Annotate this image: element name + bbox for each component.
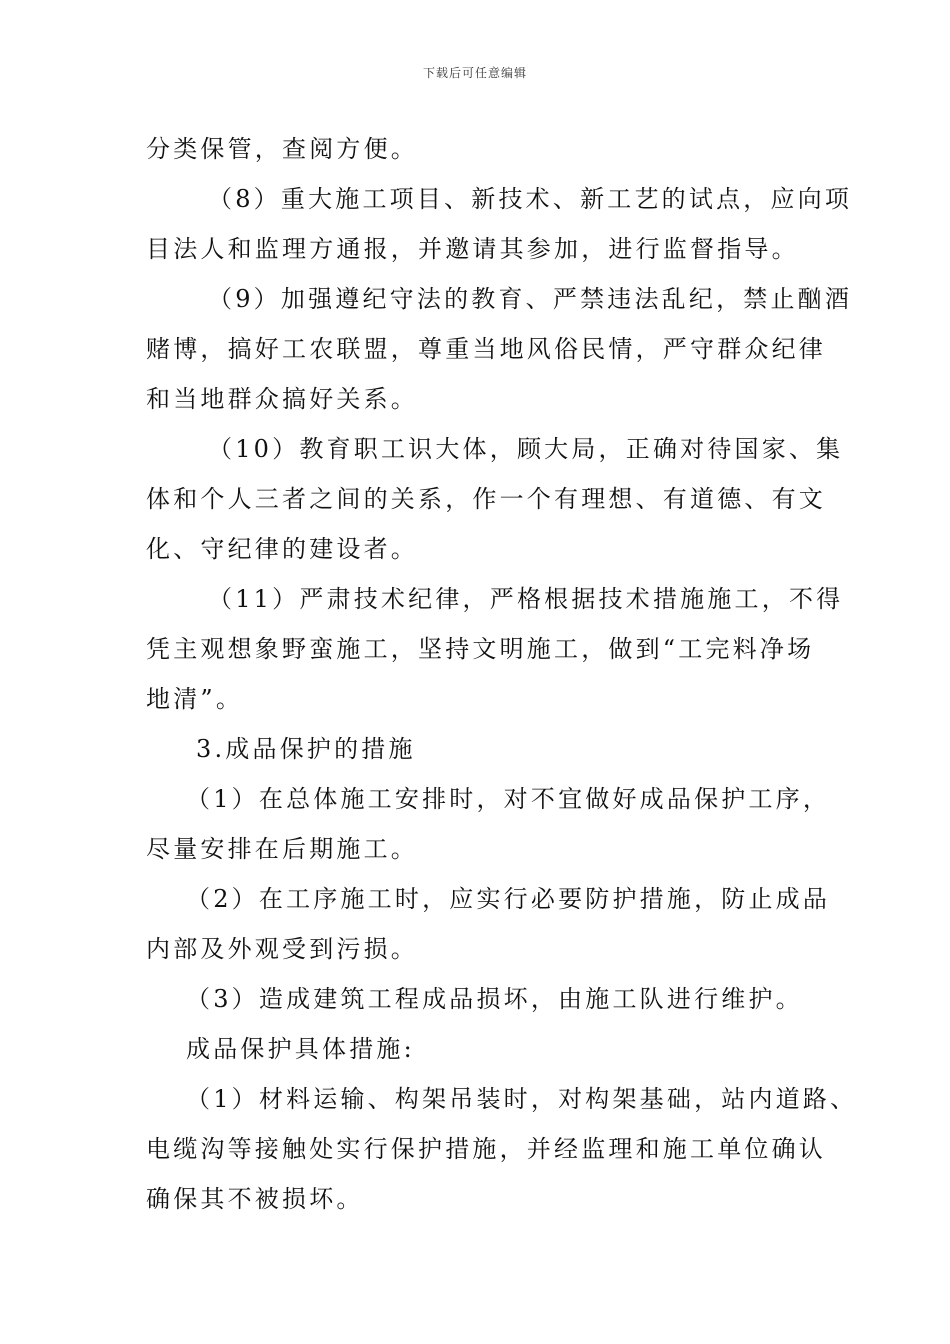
paragraph-line: （1）材料运输、构架吊装时，对构架基础，站内道路、 (186, 1085, 858, 1113)
page-header: 下载后可任意编辑 (422, 66, 527, 80)
paragraph-line: （3）造成建筑工程成品损坏，由施工队进行维护。 (186, 985, 803, 1013)
paragraph-line: 目法人和监理方通报，并邀请其参加，进行监督指导。 (146, 235, 799, 263)
paragraph-line: （10）教育职工识大体，顾大局，正确对待国家、集 (208, 435, 844, 463)
paragraph-line: （1）在总体施工安排时，对不宜做好成品保护工序， (186, 785, 831, 813)
paragraph-line: 和当地群众搞好关系。 (146, 385, 418, 413)
paragraph-line: 电缆沟等接触处实行保护措施，并经监理和施工单位确认 (146, 1135, 826, 1163)
paragraph-line: 分类保管，查阅方便。 (146, 135, 418, 163)
paragraph-line: 地清”。 (146, 685, 244, 713)
paragraph-line: （9）加强遵纪守法的教育、严禁违法乱纪，禁止酗酒 (208, 285, 853, 313)
subsection-heading: 成品保护具体措施: (186, 1035, 415, 1063)
paragraph-line: （2）在工序施工时，应实行必要防护措施，防止成品 (186, 885, 831, 913)
paragraph-line: 尽量安排在后期施工。 (146, 835, 418, 863)
paragraph-line: 凭主观想象野蛮施工，坚持文明施工，做到“工完料净场 (146, 635, 815, 663)
paragraph-line: 赌博，搞好工农联盟，尊重当地风俗民情，严守群众纪律 (146, 335, 826, 363)
section-heading: 3.成品保护的措施 (196, 735, 416, 763)
paragraph-line: 内部及外观受到污损。 (146, 935, 418, 963)
paragraph-line: 体和个人三者之间的关系，作一个有理想、有道德、有文 (146, 485, 826, 513)
paragraph-line: 确保其不被损坏。 (146, 1185, 364, 1213)
document-body (146, 124, 858, 1224)
paragraph-line: （8）重大施工项目、新技术、新工艺的试点，应向项 (208, 185, 853, 213)
paragraph-line: 化、守纪律的建设者。 (146, 535, 418, 563)
paragraph-line: （11）严肃技术纪律，严格根据技术措施施工，不得 (208, 585, 844, 613)
